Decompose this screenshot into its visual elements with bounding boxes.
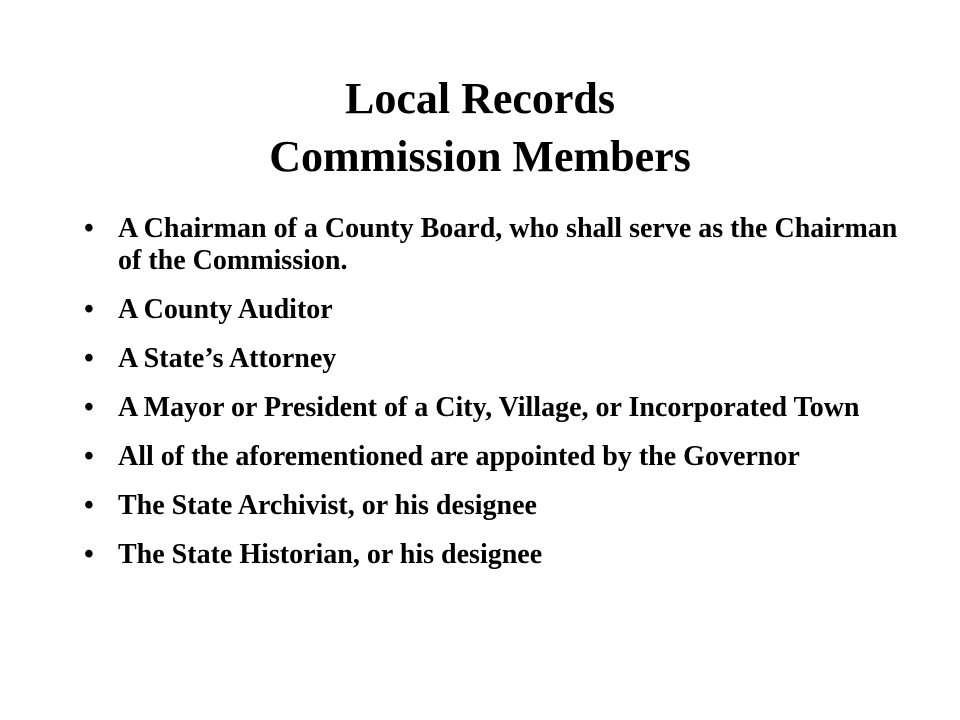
bullet-icon: • [84, 539, 94, 570]
bullet-icon: • [84, 392, 94, 423]
bullet-icon: • [84, 294, 94, 325]
bullet-list [80, 213, 900, 588]
bullet-item [80, 294, 900, 326]
bullet-text: A Mayor or President of a City, Village, or Incorporated Town [118, 392, 860, 423]
bullet-icon: • [84, 490, 94, 521]
bullet-text: A Chairman of a County Board, who shall serve as the Chairman of the Commission. [118, 213, 898, 276]
bullet-item [80, 213, 900, 277]
bullet-icon: • [84, 343, 94, 374]
slide-title [0, 70, 960, 186]
bullet-icon: • [84, 213, 94, 244]
bullet-icon: • [84, 441, 94, 472]
bullet-item [80, 490, 900, 522]
bullet-text: All of the aforementioned are appointed by the Governor [118, 441, 800, 472]
bullet-item [80, 343, 900, 375]
bullet-text: The State Historian, or his designee [118, 539, 543, 570]
bullet-text: A State’s Attorney [118, 343, 337, 374]
title-line-2: Commission Members [269, 132, 691, 181]
bullet-item [80, 392, 900, 424]
title-line-1: Local Records [344, 74, 616, 123]
bullet-item [80, 539, 900, 571]
bullet-text: A County Auditor [118, 294, 333, 325]
bullet-item [80, 441, 900, 473]
bullet-text: The State Archivist, or his designee [118, 490, 537, 521]
